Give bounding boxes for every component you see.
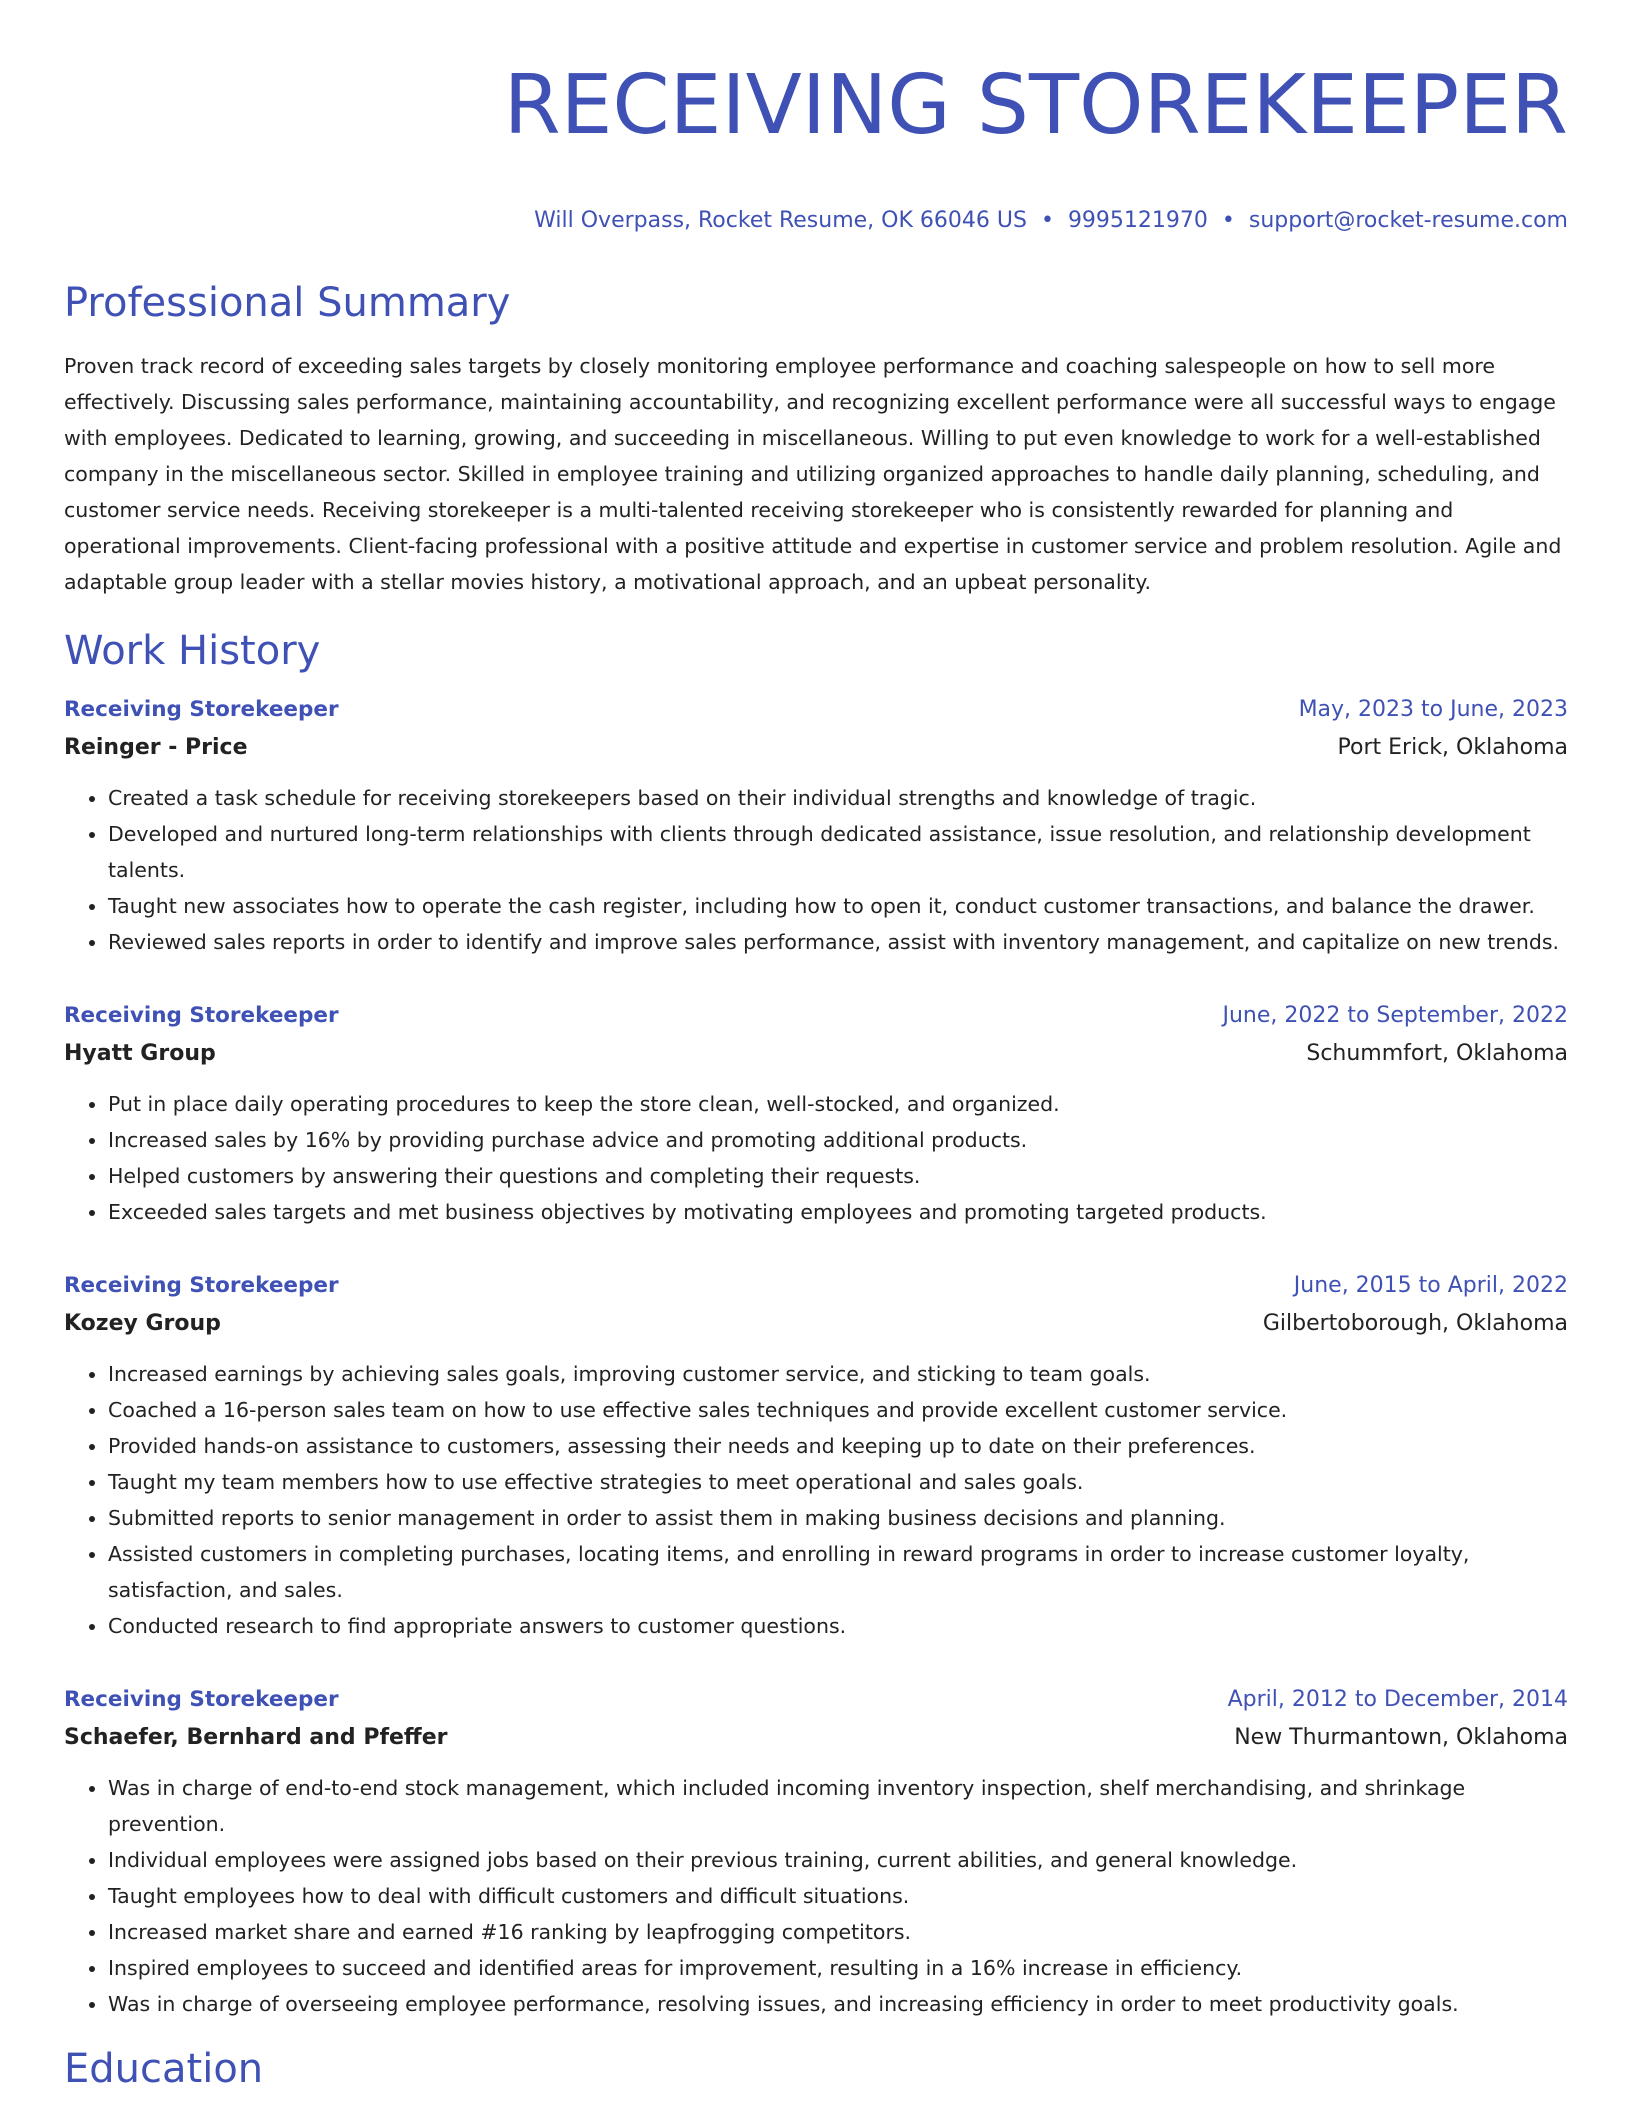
job-dates: June, 2015 to April, 2022 bbox=[1293, 1273, 1568, 1298]
job-bullet: • Conducted research to find appropriate answers to customer questions. bbox=[108, 1608, 1568, 1644]
job-bullet: • Exceeded sales targets and met business objectives by motivating employees and promoting targeted products. bbox=[108, 1194, 1568, 1230]
job-bullet: • Inspired employees to succeed and identified areas for improvement, resulting in a 16% increase in efficiency. bbox=[108, 1950, 1568, 1986]
job-bullet: • Assisted customers in completing purchases, locating items, and enrolling in reward programs in order to increase customer loyalty, satisfaction, and sales. bbox=[108, 1536, 1568, 1608]
job-location: Gilbertoborough, Oklahoma bbox=[1262, 1311, 1568, 1336]
job-bullet: • Put in place daily operating procedures to keep the store clean, well-stocked, and organized. bbox=[108, 1086, 1568, 1122]
summary-text: Proven track record of exceeding sales targets by closely monitoring employee performance and coaching salespeople on how to sell more effectively. Discussing sales performance, maintaining accountability, and recognizing excellent performance were all successful ways to engage with employees. Dedicated to learning, growing, and succeeding in miscellaneous. Willing to put even knowledge to work for a well-established company in the miscellaneous sector. Skilled in employee training and utilizing organized approaches to handle daily planning, scheduling, and customer service needs. Receiving storekeeper is a multi-talented receiving storekeeper who is consistently rewarded for planning and operational improvements. Client-facing professional with a positive attitude and expertise in customer service and problem resolution. Agile and adaptable group leader with a stellar movies history, a motivational approach, and an upbeat personality. bbox=[64, 354, 1562, 594]
job-entry bbox=[64, 692, 1568, 960]
job-bullet: • Reviewed sales reports in order to identify and improve sales performance, assist with inventory management, and capitalize on new trends. bbox=[108, 924, 1568, 960]
job-bullet: • Taught new associates how to operate the cash register, including how to open it, conduct customer transactions, and balance the drawer. bbox=[108, 888, 1568, 924]
job-dates: June, 2022 to September, 2022 bbox=[1222, 1003, 1568, 1028]
job-bullets bbox=[64, 1356, 1568, 1644]
job-bullet: • Taught my team members how to use effective strategies to meet operational and sales goals. bbox=[108, 1464, 1568, 1500]
section-heading-work: Work History bbox=[64, 628, 321, 674]
job-bullet: • Helped customers by answering their questions and completing their requests. bbox=[108, 1158, 1568, 1194]
job-location: New Thurmantown, Oklahoma bbox=[1234, 1725, 1568, 1750]
company-name: Reinger - Price bbox=[64, 735, 248, 760]
contact-phone: 9995121970 bbox=[1067, 208, 1208, 233]
job-bullet: • Provided hands-on assistance to customers, assessing their needs and keeping up to date on their preferences. bbox=[108, 1428, 1568, 1464]
job-bullet: • Was in charge of end-to-end stock management, which included incoming inventory inspection, shelf merchandising, and shrinkage prevention. bbox=[108, 1770, 1568, 1842]
company-name: Kozey Group bbox=[64, 1311, 221, 1336]
job-location: Schummfort, Oklahoma bbox=[1306, 1041, 1568, 1066]
job-bullet: • Increased sales by 16% by providing purchase advice and promoting additional products. bbox=[108, 1122, 1568, 1158]
section-heading-summary: Professional Summary bbox=[64, 280, 511, 326]
job-bullet: • Individual employees were assigned jobs based on their previous training, current abilities, and general knowledge. bbox=[108, 1842, 1568, 1878]
job-bullet: • Created a task schedule for receiving storekeepers based on their individual strengths and knowledge of tragic. bbox=[108, 780, 1568, 816]
contact-email: support@rocket-resume.com bbox=[1248, 208, 1568, 233]
job-entry bbox=[64, 1268, 1568, 1644]
job-bullets bbox=[64, 1086, 1568, 1230]
job-bullet: • Submitted reports to senior management in order to assist them in making business decisions and planning. bbox=[108, 1500, 1568, 1536]
job-bullet: • Increased earnings by achieving sales goals, improving customer service, and sticking to team goals. bbox=[108, 1356, 1568, 1392]
job-entry bbox=[64, 1682, 1568, 2022]
resume-name-title: RECEIVING STOREKEEPER bbox=[503, 58, 1568, 153]
job-bullets bbox=[64, 1770, 1568, 2022]
contact-address: Will Overpass, Rocket Resume, OK 66046 US bbox=[534, 208, 1027, 233]
job-title: Receiving Storekeeper bbox=[64, 1687, 339, 1712]
job-bullet: • Taught employees how to deal with difficult customers and difficult situations. bbox=[108, 1878, 1568, 1914]
job-title: Receiving Storekeeper bbox=[64, 1273, 339, 1298]
contact-separator: • bbox=[1040, 208, 1054, 233]
job-bullet: • Developed and nurtured long-term relationships with clients through dedicated assistance, issue resolution, and relationship development talents. bbox=[108, 816, 1568, 888]
job-entry bbox=[64, 998, 1568, 1230]
job-title: Receiving Storekeeper bbox=[64, 697, 339, 722]
job-dates: April, 2012 to December, 2014 bbox=[1227, 1687, 1568, 1712]
job-dates: May, 2023 to June, 2023 bbox=[1298, 697, 1568, 722]
job-location: Port Erick, Oklahoma bbox=[1337, 735, 1568, 760]
contact-line bbox=[64, 206, 1568, 236]
job-bullet: • Was in charge of overseeing employee performance, resolving issues, and increasing efficiency in order to meet productivity goals. bbox=[108, 1986, 1568, 2022]
job-bullet: • Increased market share and earned #16 ranking by leapfrogging competitors. bbox=[108, 1914, 1568, 1950]
job-title: Receiving Storekeeper bbox=[64, 1003, 339, 1028]
section-heading-education: Education bbox=[64, 2046, 264, 2092]
company-name: Hyatt Group bbox=[64, 1041, 216, 1066]
job-bullet: • Coached a 16-person sales team on how to use effective sales techniques and provide excellent customer service. bbox=[108, 1392, 1568, 1428]
work-history-section bbox=[64, 626, 1568, 2022]
education-section bbox=[64, 2044, 1568, 2094]
job-bullets bbox=[64, 780, 1568, 960]
professional-summary-section bbox=[64, 278, 1568, 600]
contact-separator: • bbox=[1221, 208, 1235, 233]
company-name: Schaefer, Bernhard and Pfeffer bbox=[64, 1725, 448, 1750]
